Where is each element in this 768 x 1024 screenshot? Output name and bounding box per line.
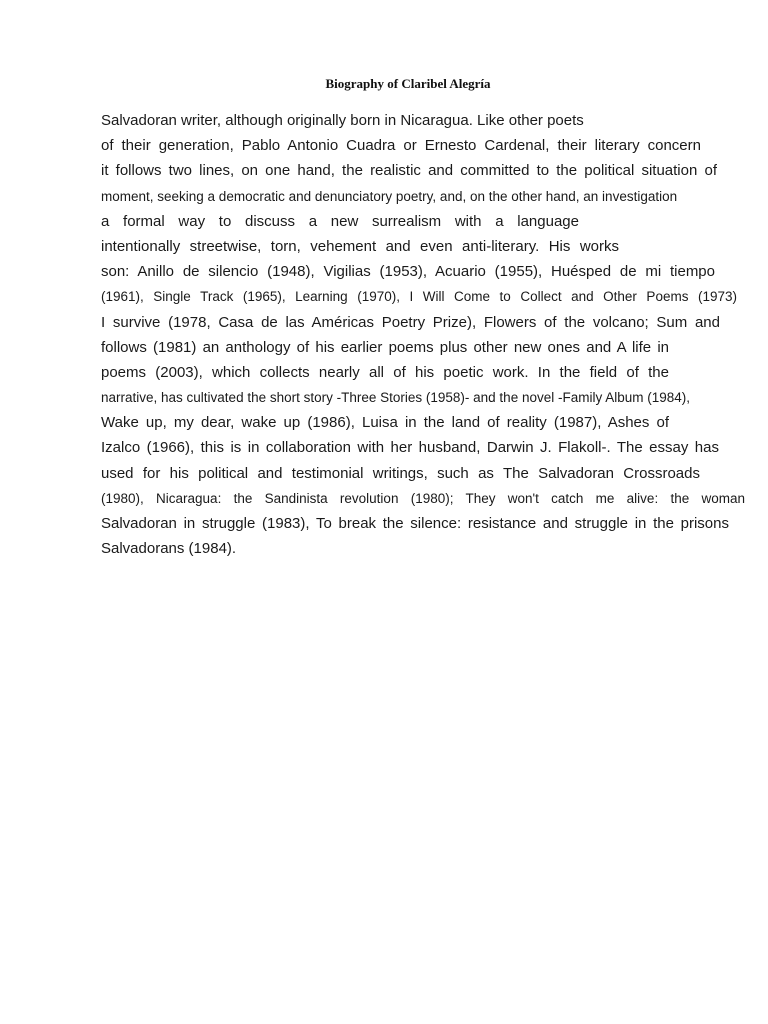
body-line: Salvadoran in struggle (1983), To break the silence: resistance and struggle in the prisons xyxy=(101,515,729,532)
body-line: Salvadorans (1984). xyxy=(101,540,237,558)
body-line: (1961), Single Track (1965), Learning (1970), I Will Come to Collect and Other Poems (1973) xyxy=(101,289,737,305)
body-line: used for his political and testimonial writings, such as The Salvadoran Crossroads xyxy=(101,464,700,482)
body-line: poems (2003), which collects nearly all of his poetic work. In the field of the xyxy=(101,363,669,381)
body-line: a formal way to discuss a new surrealism with a language xyxy=(101,212,579,230)
body-line: Izalco (1966), this is in collaboration with her husband, Darwin J. Flakoll-. The essay has xyxy=(101,439,719,457)
body-line: Wake up, my dear, wake up (1986), Luisa in the land of reality (1987), Ashes of xyxy=(101,414,669,432)
biography-body xyxy=(101,108,745,561)
body-line: narrative, has cultivated the short story -Three Stories (1958)- and the novel -Family Album (1984), xyxy=(101,390,691,406)
body-line: of their generation, Pablo Antonio Cuadra or Ernesto Cardenal, their literary concern xyxy=(101,137,701,155)
body-line: Salvadoran writer, although originally born in Nicaragua. Like other poets xyxy=(101,112,584,129)
body-line: I survive (1978, Casa de las Américas Poetry Prize), Flowers of the volcano; Sum and xyxy=(101,313,720,331)
document-title: Biography of Claribel Alegría xyxy=(325,76,491,91)
body-line: it follows two lines, on one hand, the realistic and committed to the political situation of xyxy=(101,162,717,180)
body-line: intentionally streetwise, torn, vehement and even anti-literary. His works xyxy=(101,237,619,255)
body-line: follows (1981) an anthology of his earlier poems plus other new ones and A life in xyxy=(101,338,669,356)
body-line: son: Anillo de silencio (1948), Vigilias (1953), Acuario (1955), Huésped de mi tiempo xyxy=(101,263,715,281)
body-line: moment, seeking a democratic and denunciatory poetry, and, on the other hand, an investigation xyxy=(101,188,678,204)
body-line: (1980), Nicaragua: the Sandinista revolution (1980); They won't catch me alive: the woman xyxy=(101,490,745,506)
